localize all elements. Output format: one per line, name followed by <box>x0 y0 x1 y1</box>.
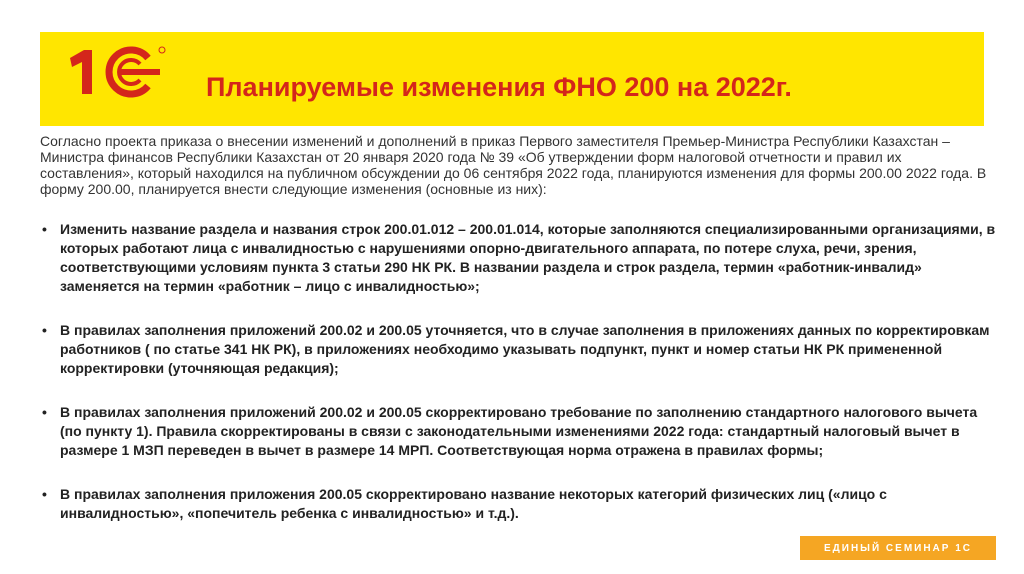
list-item: • В правилах заполнения приложений 200.02 и 200.05 скорректировано требование по заполнению стандартного налогового вычета (по пункту 1). Правила скорректированы в связи с законодательными изменениями 2022 года: стандартный налоговый вычет в размере 1 МЗП переведен в вычет в размере 14 МРП. Соответствующая норма отражена в правилах формы; <box>40 403 1000 460</box>
page-title: Планируемые изменения ФНО 200 на 2022г. <box>206 72 792 102</box>
header-banner <box>40 32 984 126</box>
list-item: • В правилах заполнения приложений 200.02 и 200.05 уточняется, что в случае заполнения в приложениях данных по корректировкам работников ( по статье 341 НК РК), в приложениях необходимо указывать подпункт, пункт и номер статьи НК РК примененной корректировки (уточняющая редакция); <box>40 321 1000 378</box>
intro-paragraph: Согласно проекта приказа о внесении изменений и дополнений в приказ Первого заместителя Премьер-Министра Республики Казахстан – Министра финансов Республики Казахстан от 20 января 2020 года № 39 «Об утверждении форм налоговой отчетности и правил их составления», который находился на публичном обсуждении до 06 сентября 2022 года, планируются изменения для формы 200.00 2022 года. В форму 200.00, планируется внести следующие изменения (основные из них): <box>40 133 987 197</box>
1c-logo <box>60 42 170 102</box>
list-item: • Изменить название раздела и названия строк 200.01.012 – 200.01.014, которые заполняются специализированными организациями, в которых работают лица с инвалидностью с нарушениями опорно-двигательного аппарата, по потере слуха, речи, зрения, соответствующими условиям пункта 3 статьи 290 НК РК. В названии раздела и строк раздела, термин «работник-инвалид» заменяется на термин «работник – лицо с инвалидностью»; <box>40 220 1000 296</box>
list-item: • В правилах заполнения приложения 200.05 скорректировано название некоторых категорий физических лиц («лицо с инвалидностью», «попечитель ребенка с инвалидностью» и т.д.). <box>40 485 1000 523</box>
footer-badge: ЕДИНЫЙ СЕМИНАР 1С <box>800 536 996 560</box>
changes-list <box>40 220 1000 523</box>
